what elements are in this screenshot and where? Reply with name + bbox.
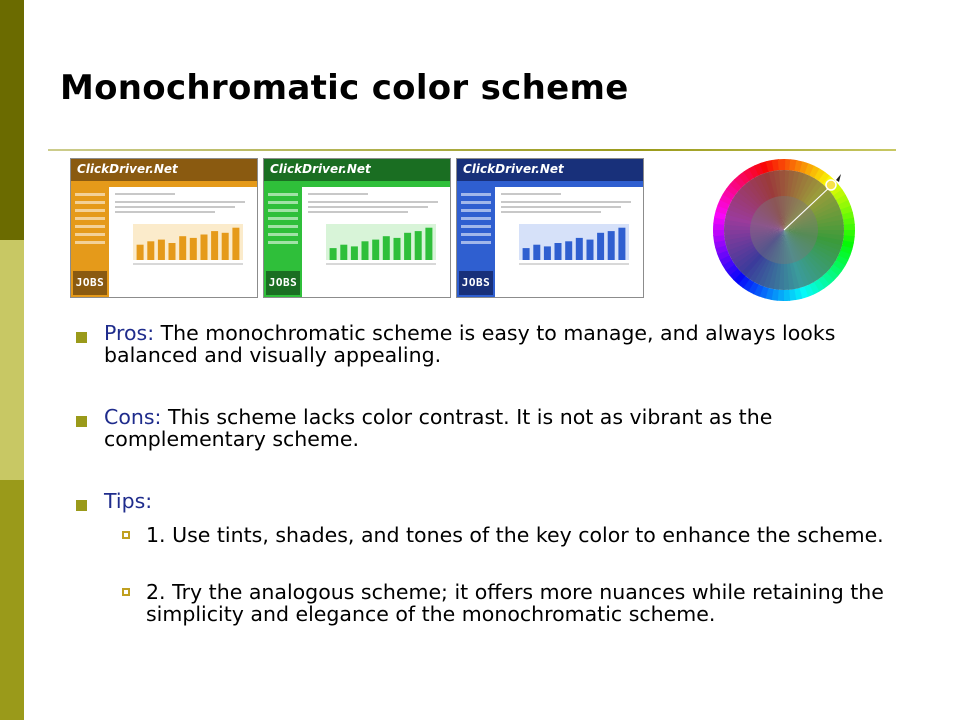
square-bullet-icon	[76, 500, 87, 511]
thumb-bar	[179, 236, 186, 260]
thumb-bar	[415, 231, 422, 260]
thumb-sidebar-item	[75, 193, 105, 196]
thumb-text-line	[115, 193, 175, 195]
accent-bar-mid	[0, 480, 24, 720]
bullet-body: The monochromatic scheme is easy to manage, and always looks balanced and visually appealing.	[104, 321, 836, 367]
tip-text: 1. Use tints, shades, and tones of the key color to enhance the scheme.	[146, 523, 884, 547]
thumb-axis-line	[519, 263, 629, 265]
thumb-bar-chart	[326, 224, 436, 260]
thumb-bar-chart	[519, 224, 629, 260]
thumb-sidebar-item	[268, 193, 298, 196]
thumb-footer-logo: JOBS	[73, 271, 107, 295]
thumb-bar	[351, 246, 358, 260]
thumb-text-line	[115, 206, 235, 208]
thumb-text-line	[501, 206, 621, 208]
thumb-sidebar-item	[461, 233, 491, 236]
slide-title: Monochromatic color scheme	[60, 68, 629, 108]
wheel-marker	[826, 180, 836, 190]
bullet-separator: :	[154, 405, 162, 429]
bullet-text	[104, 322, 884, 366]
thumb-axis-line	[133, 263, 243, 265]
left-accent-bar	[0, 0, 24, 720]
thumb-sidebar-item	[461, 217, 491, 220]
accent-bar-dark	[0, 0, 24, 240]
thumb-bar	[576, 238, 583, 260]
thumbnail-orange	[70, 158, 258, 298]
thumb-sidebar-item	[461, 193, 491, 196]
thumb-bar	[608, 231, 615, 260]
thumb-bar	[425, 228, 432, 260]
thumb-bar	[555, 243, 562, 260]
color-wheel-icon	[712, 158, 856, 302]
thumb-bar	[523, 248, 530, 260]
thumb-sidebar-item	[75, 241, 105, 244]
title-underline	[48, 149, 896, 151]
thumb-bar	[190, 238, 197, 260]
bullet-separator: :	[145, 489, 153, 513]
thumb-sidebar-item	[268, 233, 298, 236]
hollow-square-bullet-icon	[122, 588, 130, 596]
thumbnail-green	[263, 158, 451, 298]
thumb-bar	[340, 245, 347, 260]
thumb-bar	[169, 243, 176, 260]
thumb-bar	[372, 240, 379, 260]
thumb-text-line	[501, 211, 601, 213]
wheel-pointer-tip	[836, 174, 841, 182]
thumb-bar	[404, 233, 411, 260]
thumb-brand: ClickDriver.Net	[77, 162, 178, 176]
thumb-text-line	[115, 201, 245, 203]
thumb-text-line	[308, 193, 368, 195]
thumb-bar	[394, 238, 401, 260]
thumb-bar	[618, 228, 625, 260]
thumb-bar	[201, 235, 208, 261]
thumb-bar	[232, 228, 239, 260]
thumb-bar	[544, 246, 551, 260]
thumb-sidebar-item	[461, 201, 491, 204]
thumb-axis-line	[326, 263, 436, 265]
thumb-bar	[330, 248, 337, 260]
bullet-keyword: Cons	[104, 405, 155, 429]
thumbnail-blue	[456, 158, 644, 298]
thumb-sidebar-item	[75, 209, 105, 212]
bullet-keyword: Tips	[104, 489, 146, 513]
thumb-bar	[362, 241, 369, 260]
thumb-sidebar-item	[75, 201, 105, 204]
thumb-text-line	[308, 206, 428, 208]
thumb-sidebar-item	[268, 241, 298, 244]
thumb-brand: ClickDriver.Net	[463, 162, 564, 176]
thumb-bar	[158, 240, 165, 260]
thumb-sidebar-item	[268, 225, 298, 228]
bullet-body: This scheme lacks color contrast. It is not as vibrant as the complementary scheme.	[104, 405, 773, 451]
tip-text: 2. Try the analogous scheme; it offers more nuances while retaining the simplicity and elegance of the monochromatic scheme.	[146, 580, 884, 626]
thumb-sidebar-item	[461, 209, 491, 212]
bullet-separator: :	[147, 321, 155, 345]
thumb-text-line	[308, 211, 408, 213]
thumb-sidebar-item	[75, 233, 105, 236]
thumb-text-line	[501, 193, 561, 195]
bullet-text	[104, 490, 884, 512]
thumb-bar	[147, 241, 154, 260]
thumb-footer-logo: JOBS	[459, 271, 493, 295]
thumb-footer-logo: JOBS	[266, 271, 300, 295]
square-bullet-icon	[76, 416, 87, 427]
thumb-sidebar-item	[75, 217, 105, 220]
thumb-brand: ClickDriver.Net	[270, 162, 371, 176]
square-bullet-icon	[76, 332, 87, 343]
thumb-sidebar-item	[75, 225, 105, 228]
thumb-bar	[587, 240, 594, 260]
thumb-text-line	[308, 201, 438, 203]
thumb-bar	[137, 245, 144, 260]
thumb-bar	[211, 231, 218, 260]
thumb-sidebar-item	[268, 209, 298, 212]
wheel-hue-segment	[778, 159, 785, 170]
thumb-bar	[565, 241, 572, 260]
thumb-text-line	[501, 201, 631, 203]
thumb-sidebar-item	[268, 201, 298, 204]
thumb-text-line	[115, 211, 215, 213]
thumb-bar	[597, 233, 604, 260]
thumb-bar	[533, 245, 540, 260]
thumb-sidebar-item	[268, 217, 298, 220]
bullet-text	[104, 406, 884, 450]
thumb-sidebar-item	[461, 241, 491, 244]
thumb-bar	[383, 236, 390, 260]
thumb-bar-chart	[133, 224, 243, 260]
accent-bar-light	[0, 240, 24, 480]
thumb-sidebar-item	[461, 225, 491, 228]
hollow-square-bullet-icon	[122, 531, 130, 539]
bullet-keyword: Pros	[104, 321, 148, 345]
thumb-bar	[222, 233, 229, 260]
